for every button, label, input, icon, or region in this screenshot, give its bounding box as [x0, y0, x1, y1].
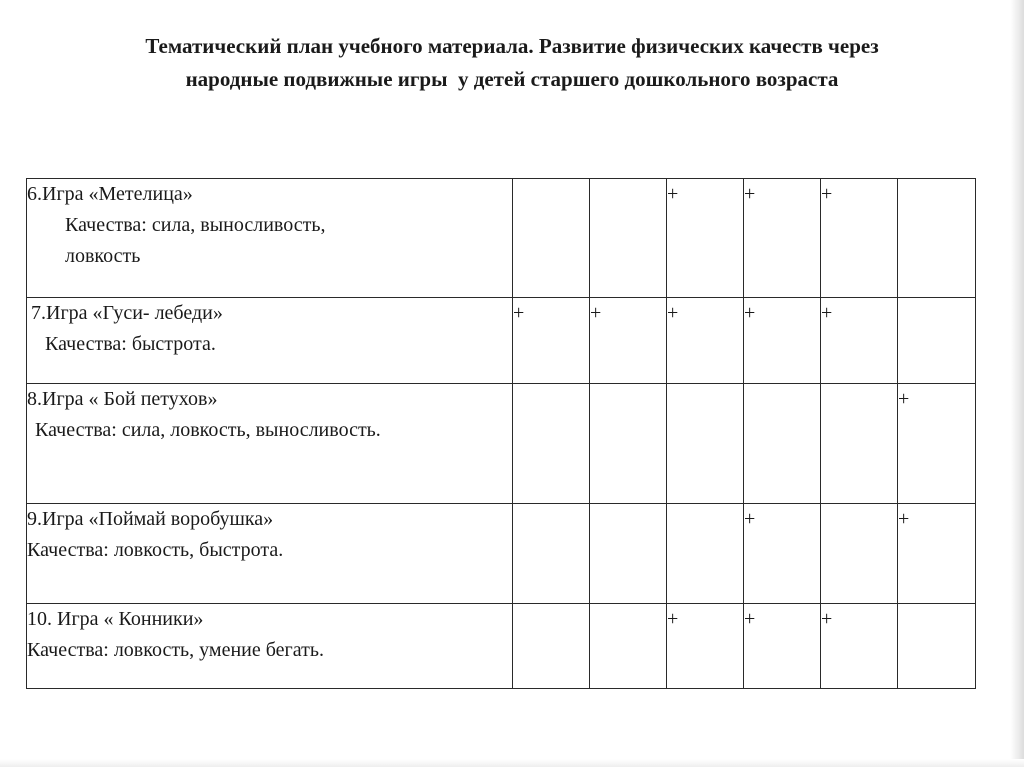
- mark-cell: +: [513, 298, 590, 384]
- mark-cell: [898, 179, 976, 298]
- mark-cell: +: [821, 604, 898, 689]
- mark-cell: +: [744, 604, 821, 689]
- game-description-cell: [27, 298, 513, 384]
- game-name: 7.Игра «Гуси- лебеди»: [31, 302, 223, 324]
- mark-cell: [513, 504, 590, 604]
- game-name: 9.Игра «Поймай воробушка»: [27, 508, 274, 530]
- title-line-1: Тематический план учебного материала. Развитие физических качеств через: [145, 34, 879, 58]
- mark-cell: +: [744, 504, 821, 604]
- mark-cell: +: [667, 604, 744, 689]
- mark-cell: +: [744, 179, 821, 298]
- mark-cell: +: [898, 504, 976, 604]
- game-qualities: Качества: быстрота.: [45, 333, 216, 355]
- game-qualities: Качества: сила, выносливость,: [65, 214, 326, 236]
- mark-cell: [898, 604, 976, 689]
- mark-cell: +: [821, 298, 898, 384]
- game-description-cell: [27, 384, 513, 504]
- table-row: [27, 179, 976, 298]
- mark-cell: +: [744, 298, 821, 384]
- mark-cell: [590, 179, 667, 298]
- mark-cell: [590, 384, 667, 504]
- table-row: [27, 504, 976, 604]
- mark-cell: [898, 298, 976, 384]
- mark-cell: [513, 604, 590, 689]
- mark-cell: [667, 504, 744, 604]
- mark-cell: [667, 384, 744, 504]
- game-qualities-continued: ловкость: [65, 245, 141, 267]
- game-qualities: Качества: ловкость, умение бегать.: [27, 639, 324, 661]
- mark-cell: +: [821, 179, 898, 298]
- table-row: [27, 604, 976, 689]
- mark-cell: [744, 384, 821, 504]
- slide-bottom-shadow: [0, 759, 1024, 767]
- mark-cell: [513, 384, 590, 504]
- game-name: 6.Игра «Метелица»: [27, 183, 193, 205]
- mark-cell: [821, 384, 898, 504]
- mark-cell: +: [667, 298, 744, 384]
- title-line-2: народные подвижные игры у детей старшего дошкольного возраста: [185, 67, 839, 91]
- game-description-cell: [27, 604, 513, 689]
- thematic-plan-table: [26, 178, 976, 689]
- mark-cell: [513, 179, 590, 298]
- game-name: 10. Игра « Конники»: [27, 608, 204, 630]
- game-description-cell: [27, 504, 513, 604]
- game-qualities: Качества: ловкость, быстрота.: [27, 539, 284, 561]
- table-row: [27, 384, 976, 504]
- mark-cell: +: [667, 179, 744, 298]
- game-description-cell: [27, 179, 513, 298]
- table-row: [27, 298, 976, 384]
- mark-cell: +: [590, 298, 667, 384]
- mark-cell: +: [898, 384, 976, 504]
- mark-cell: [821, 504, 898, 604]
- game-name: 8.Игра « Бой петухов»: [27, 388, 218, 410]
- game-qualities: Качества: сила, ловкость, выносливость.: [35, 419, 381, 441]
- slide-edge-shadow: [1010, 0, 1024, 767]
- mark-cell: [590, 604, 667, 689]
- mark-cell: [590, 504, 667, 604]
- page-title: [40, 30, 984, 96]
